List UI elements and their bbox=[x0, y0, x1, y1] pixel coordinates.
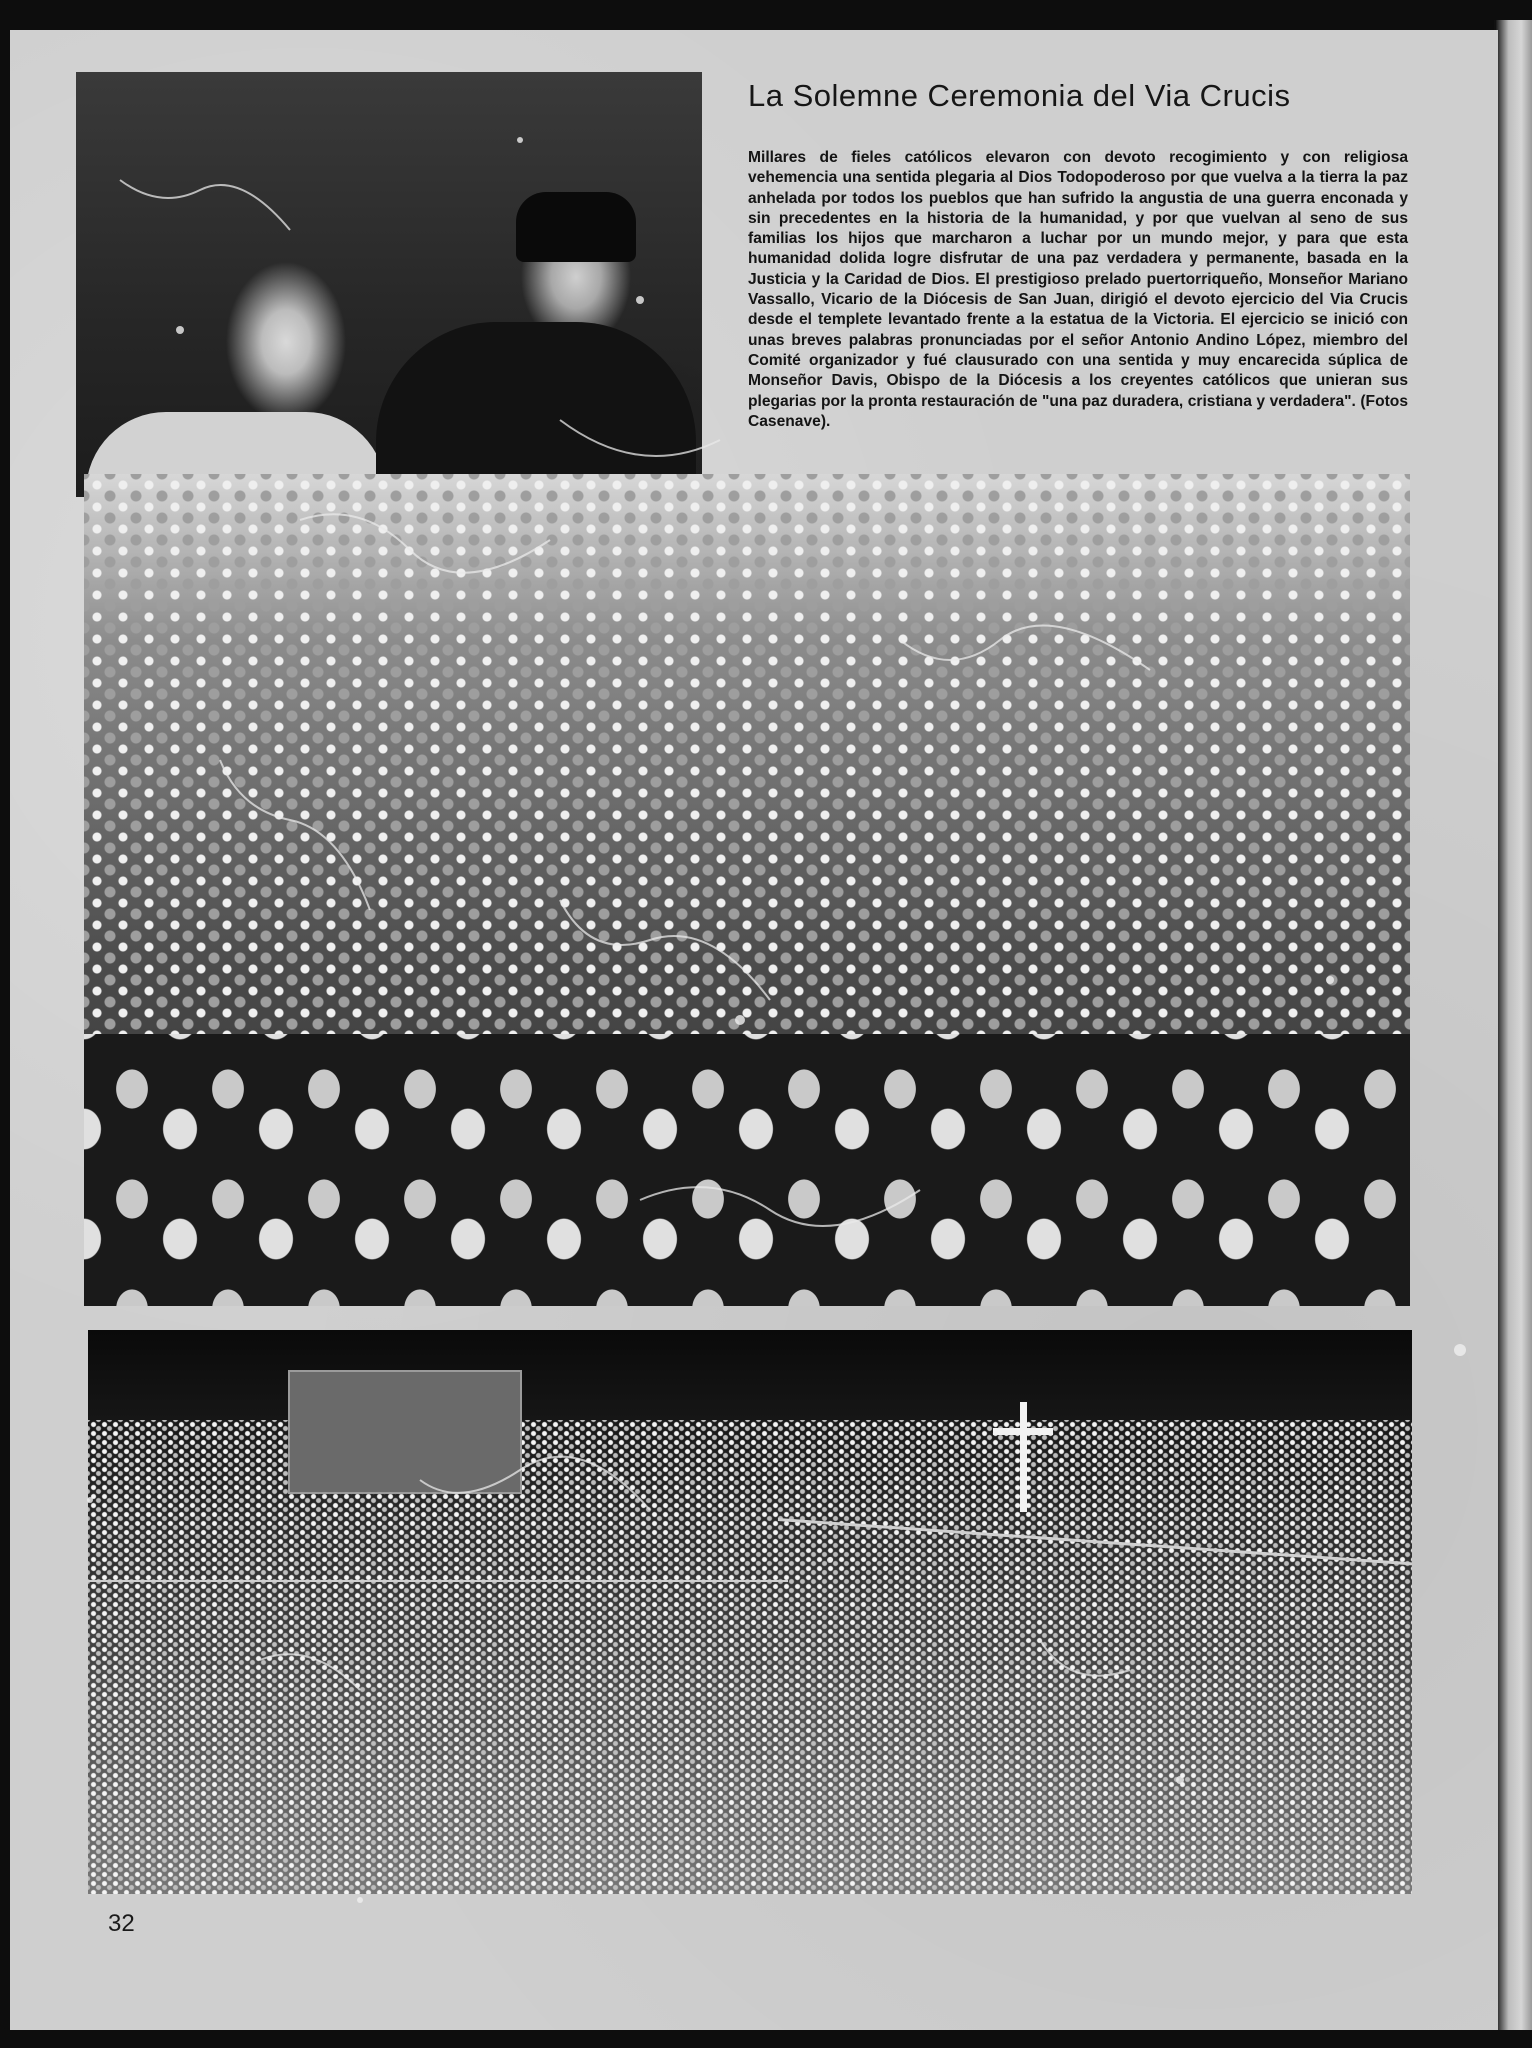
night-ceremony-photo bbox=[88, 1330, 1412, 1894]
illuminated-cross bbox=[993, 1402, 1053, 1512]
article bbox=[748, 78, 1408, 432]
crowd-photo bbox=[84, 474, 1410, 1306]
biretta-hat bbox=[516, 192, 636, 262]
article-body: Millares de fieles católicos elevaron con devoto recogimiento y con religiosa vehemencia una sentida plegaria al Dios Todopoderoso por que vuelva a la tierra la paz anhelada por todos los pueblos que han sufrido la angustia de una guerra enconada y sin precedentes en la historia de la humanidad, y por que vuelvan al seno de sus familias los hijos que marcharon a luchar por un mundo mejor, y para que esta humanidad dolida logre disfrutar de una paz verdadera y permanente, basada en la Justicia y la Caridad de Dios. El prestigioso prelado puertorriqueño, Monseñor Mariano Vassallo, Vicario de la Diócesis de San Juan, dirigió el devoto ejercicio del Via Crucis desde el templete levantado frente a la estatua de la Victoria. El ejercicio se inició con unas breves palabras pronunciadas por el señor Antonio Andino López, miembro del Comité organizador y fué clausurado con una sentida y muy encarecida súplica de Monseñor Davis, Obispo de la Diócesis a los creyentes católicos que unieran sus plegarias por la pronta restauración de "una paz duradera, cristiana y verdadera". (Fotos Casenave). bbox=[748, 149, 1408, 430]
templete-stage bbox=[288, 1370, 522, 1494]
portrait-photo bbox=[76, 72, 702, 497]
page-number: 32 bbox=[108, 1910, 135, 1937]
crowd-front-rows bbox=[84, 1034, 1410, 1306]
overhead-wire bbox=[778, 1518, 1412, 1566]
adjacent-page-edge bbox=[1496, 20, 1532, 2030]
priest-cassock-figure bbox=[376, 322, 696, 497]
article-headline: La Solemne Ceremonia del Via Crucis bbox=[748, 78, 1291, 113]
overhead-wire bbox=[88, 1580, 788, 1582]
night-sky bbox=[88, 1330, 1412, 1420]
